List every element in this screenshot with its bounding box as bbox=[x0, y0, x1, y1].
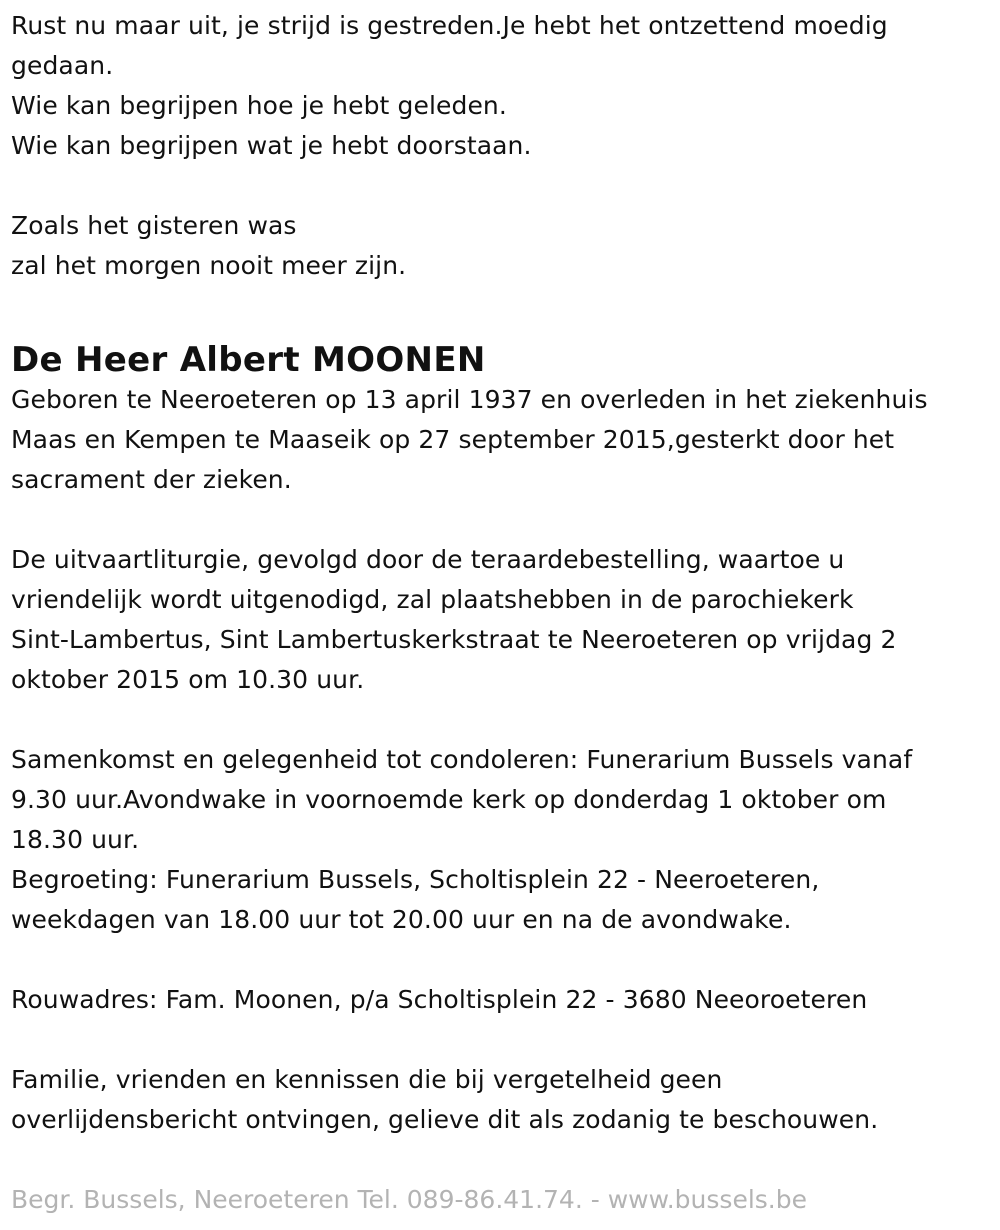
spacer bbox=[11, 500, 986, 540]
poem-line: zal het morgen nooit meer zijn. bbox=[11, 251, 407, 280]
poem bbox=[11, 6, 986, 286]
paragraph-line: Geboren te Neeroeteren op 13 april 1937 en overleden in het ziekenhuis bbox=[11, 385, 928, 414]
deceased-name: De Heer Albert MOONEN bbox=[11, 340, 486, 380]
spacer bbox=[11, 700, 986, 740]
poem-line: Wie kan begrijpen hoe je hebt geleden. bbox=[11, 91, 507, 120]
paragraph-line: weekdagen van 18.00 uur tot 20.00 uur en na de avondwake. bbox=[11, 905, 792, 934]
spacer bbox=[11, 286, 986, 340]
paragraph-line: sacrament der zieken. bbox=[11, 465, 292, 494]
mourning-address: Rouwadres: Fam. Moonen, p/a Scholtisplein 22 - 3680 Neeoroeteren bbox=[11, 985, 868, 1014]
poem-line: Wie kan begrijpen wat je hebt doorstaan. bbox=[11, 131, 532, 160]
spacer bbox=[11, 1140, 986, 1180]
paragraph-line: Maas en Kempen te Maaseik op 27 september 2015,gesterkt door het bbox=[11, 425, 895, 454]
paragraph-line: Sint-Lambertus, Sint Lambertuskerkstraat te Neeroeteren op vrijdag 2 bbox=[11, 625, 897, 654]
notice-paragraph bbox=[11, 1060, 986, 1140]
paragraph-line: 18.30 uur. bbox=[11, 825, 140, 854]
spacer bbox=[11, 166, 986, 206]
gathering-paragraph bbox=[11, 740, 986, 940]
poem-line: Rust nu maar uit, je strijd is gestreden.Je hebt het ontzettend moedig bbox=[11, 11, 888, 40]
funeral-paragraph bbox=[11, 540, 986, 700]
spacer bbox=[11, 1020, 986, 1060]
paragraph-line: Familie, vrienden en kennissen die bij vergetelheid geen bbox=[11, 1065, 723, 1094]
spacer bbox=[11, 940, 986, 980]
funeral-home-footer: Begr. Bussels, Neeroeteren Tel. 089-86.41.74. - www.bussels.be bbox=[11, 1185, 807, 1214]
paragraph-line: Samenkomst en gelegenheid tot condoleren: Funerarium Bussels vanaf bbox=[11, 745, 913, 774]
paragraph-line: Begroeting: Funerarium Bussels, Scholtisplein 22 - Neeroeteren, bbox=[11, 865, 820, 894]
birth-death-paragraph bbox=[11, 380, 986, 500]
poem-line: Zoals het gisteren was bbox=[11, 211, 297, 240]
paragraph-line: vriendelijk wordt uitgenodigd, zal plaatshebben in de parochiekerk bbox=[11, 585, 854, 614]
paragraph-line: 9.30 uur.Avondwake in voornoemde kerk op donderdag 1 oktober om bbox=[11, 785, 887, 814]
paragraph-line: oktober 2015 om 10.30 uur. bbox=[11, 665, 365, 694]
paragraph-line: De uitvaartliturgie, gevolgd door de teraardebestelling, waartoe u bbox=[11, 545, 845, 574]
poem-line: gedaan. bbox=[11, 51, 114, 80]
obituary-document bbox=[11, 6, 986, 1220]
paragraph-line: overlijdensbericht ontvingen, gelieve dit als zodanig te beschouwen. bbox=[11, 1105, 879, 1134]
